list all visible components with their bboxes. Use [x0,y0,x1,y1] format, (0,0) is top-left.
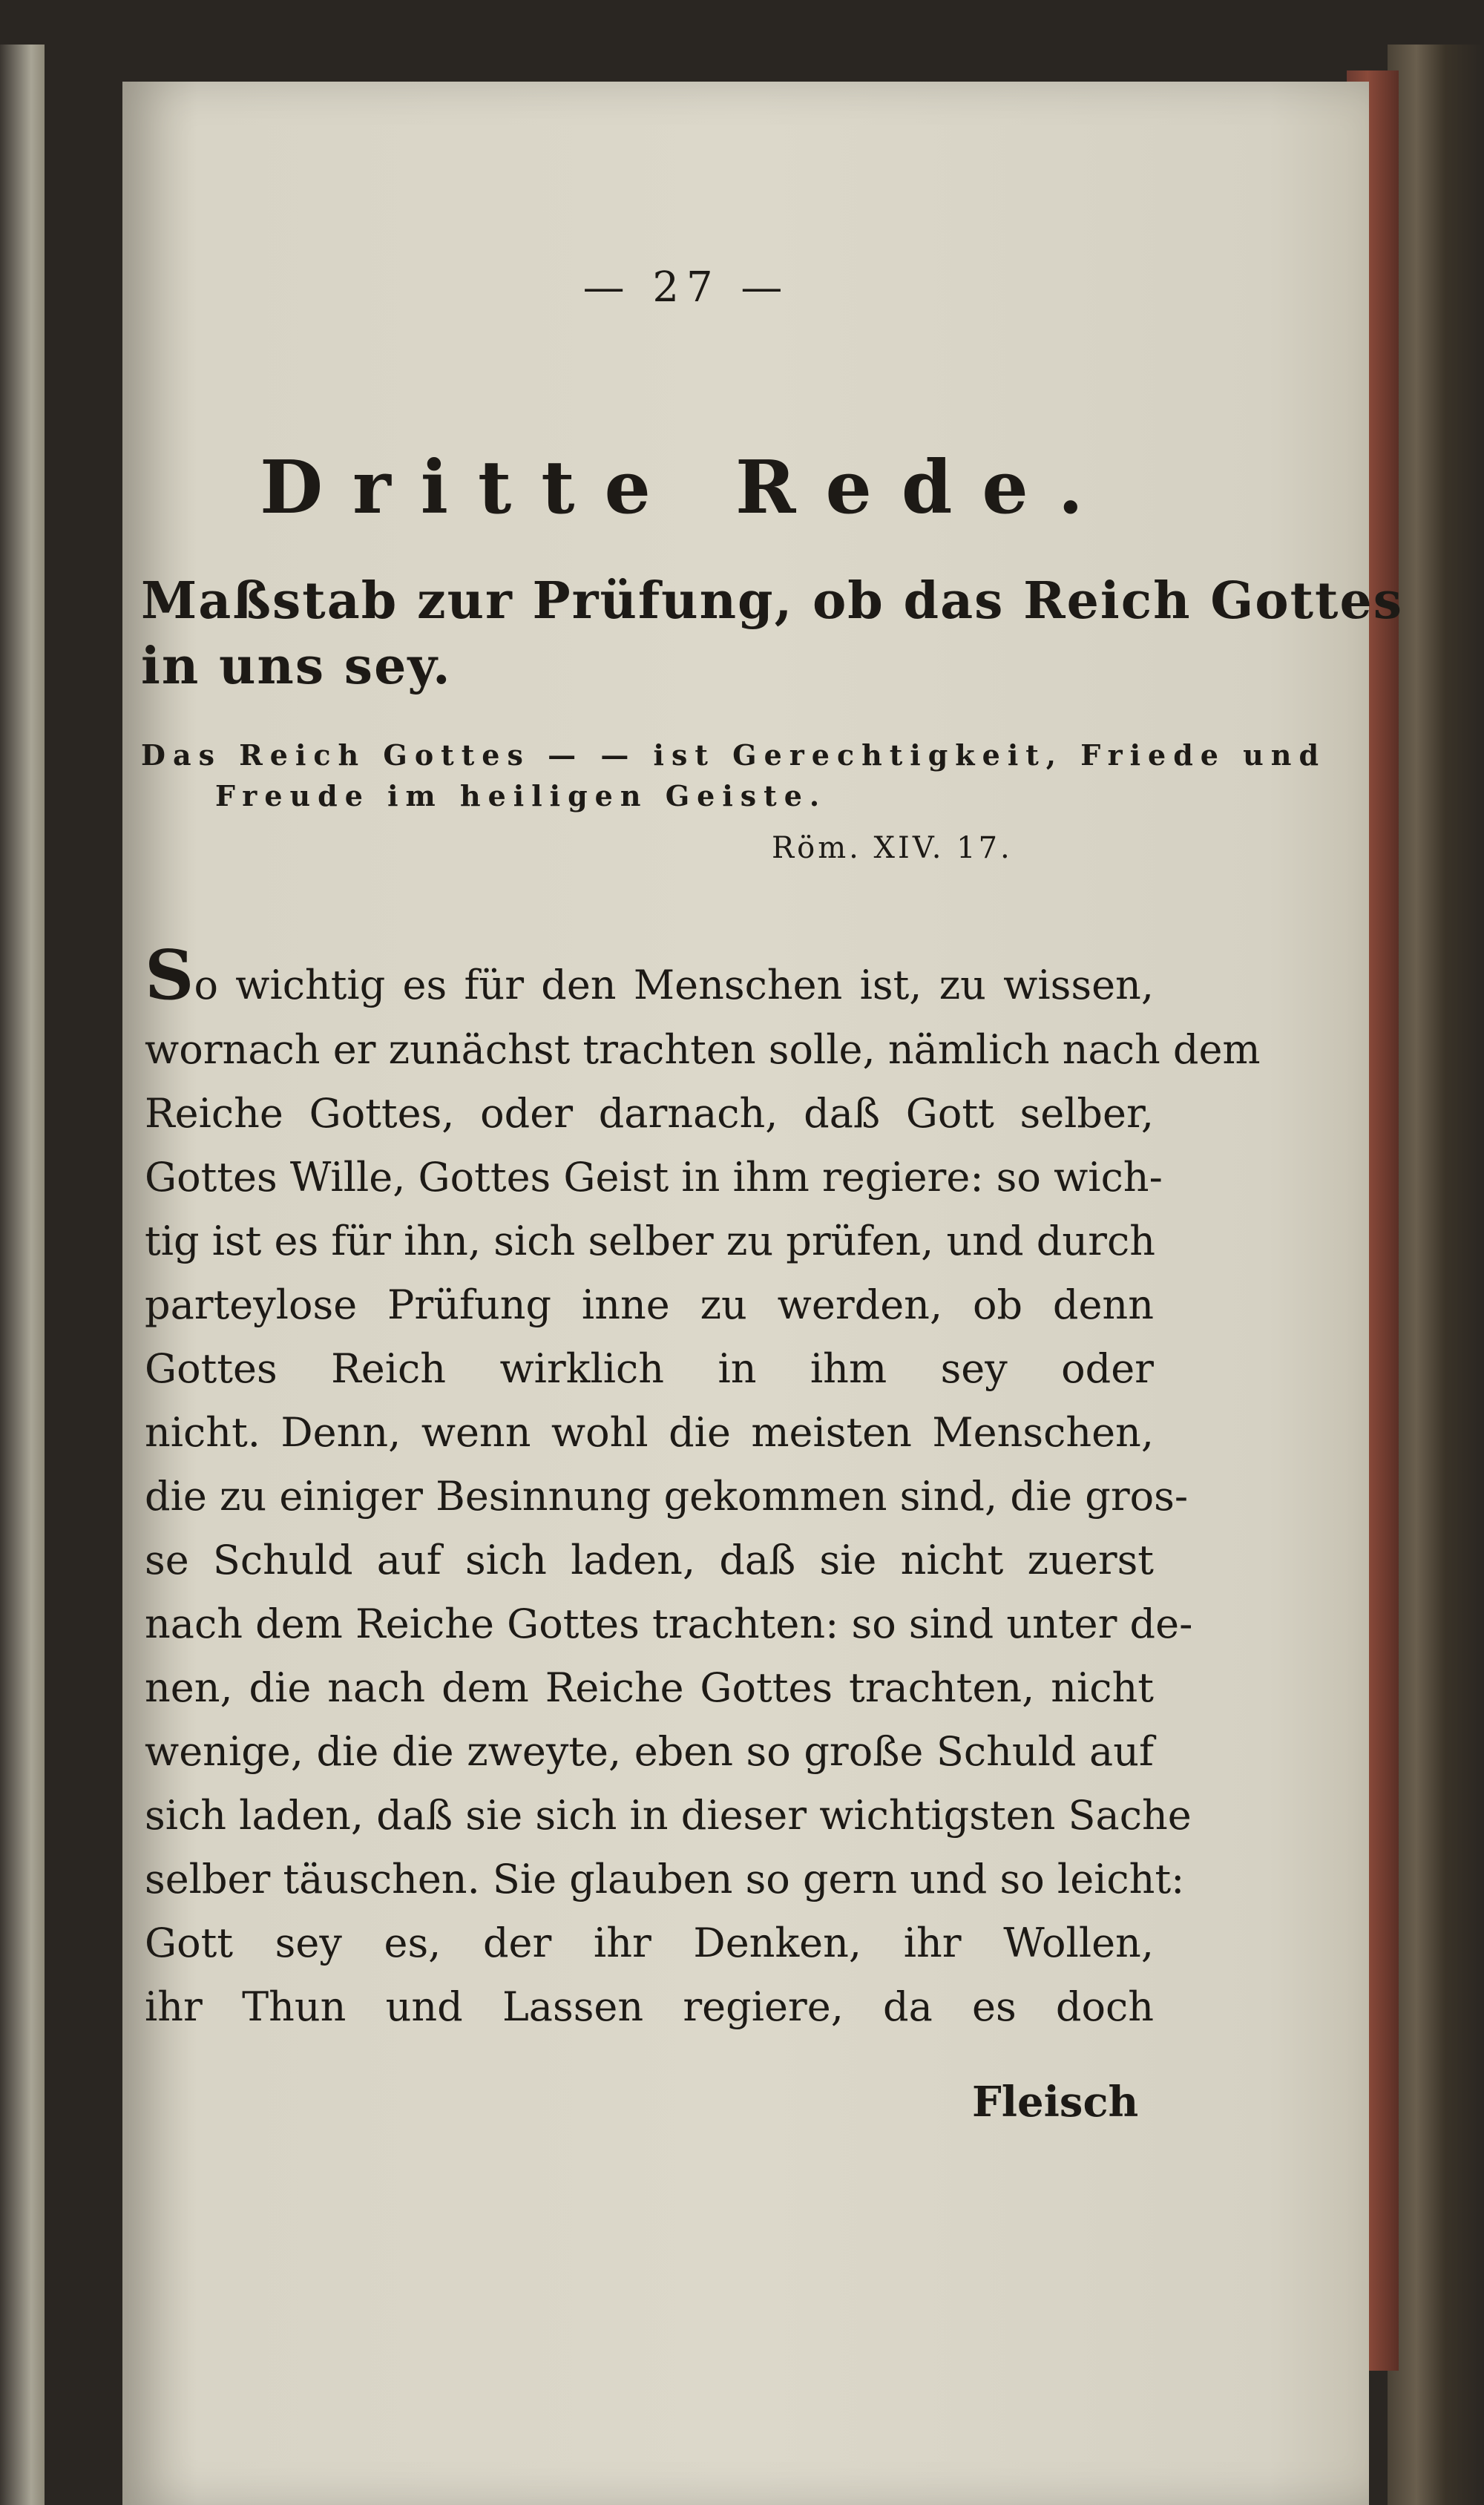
left-page-edge [0,45,45,2505]
body-line: sich laden, daß sie sich in dieser wichtigsten Sache [145,1792,1192,1839]
body-line: parteylose Prüfung inne zu werden, ob denn [145,1281,1154,1328]
motto-line: Freude im heiligen Geiste. [215,779,827,812]
body-line: Reiche Gottes, oder darnach, daß Gott selber, [145,1090,1154,1137]
book-cover-edge [1388,45,1484,2505]
section-heading-line: in uns sey. [141,637,452,696]
body-line: wornach er zunächst trachten solle, nämlich nach dem [145,1026,1261,1073]
catchword: Fleisch [972,2078,1139,2127]
body-line: Gott sey es, der ihr Denken, ihr Wollen, [145,1920,1154,1966]
body-line: tig ist es für ihn, sich selber zu prüfen, und durch [145,1218,1155,1264]
bible-citation: Röm. XIV. 17. [772,831,1013,865]
body-line: die zu einiger Besinnung gekommen sind, die gros- [145,1473,1189,1520]
body-line: nach dem Reiche Gottes trachten: so sind unter de- [145,1600,1193,1647]
drop-cap: S [145,935,194,1015]
body-line: ihr Thun und Lassen regiere, da es doch [145,1983,1154,2030]
body-line: Gottes Reich wirklich in ihm sey oder [145,1345,1154,1392]
body-line: Gottes Wille, Gottes Geist in ihm regiere: so wich- [145,1154,1163,1201]
chapter-title: Dritte Rede. [260,445,1113,531]
motto-line: Das Reich Gottes — — ist Gerechtigkeit, Friede und [141,738,1327,772]
body-line: nen, die nach dem Reiche Gottes trachten, nicht [145,1664,1154,1711]
body-line [145,935,1154,1015]
body-line: wenige, die die zweyte, eben so große Schuld auf [145,1728,1154,1775]
body-line-text: o wichtig es für den Menschen ist, zu wissen, [194,962,1154,1008]
page-number: — 27 — [582,263,790,312]
body-line: se Schuld auf sich laden, daß sie nicht zuerst [145,1537,1154,1583]
section-heading-line: Maßstab zur Prüfung, ob das Reich Gottes [141,571,1404,631]
body-line: nicht. Denn, wenn wohl die meisten Menschen, [145,1409,1154,1456]
body-line: selber täuschen. Sie glauben so gern und so leicht: [145,1856,1185,1902]
